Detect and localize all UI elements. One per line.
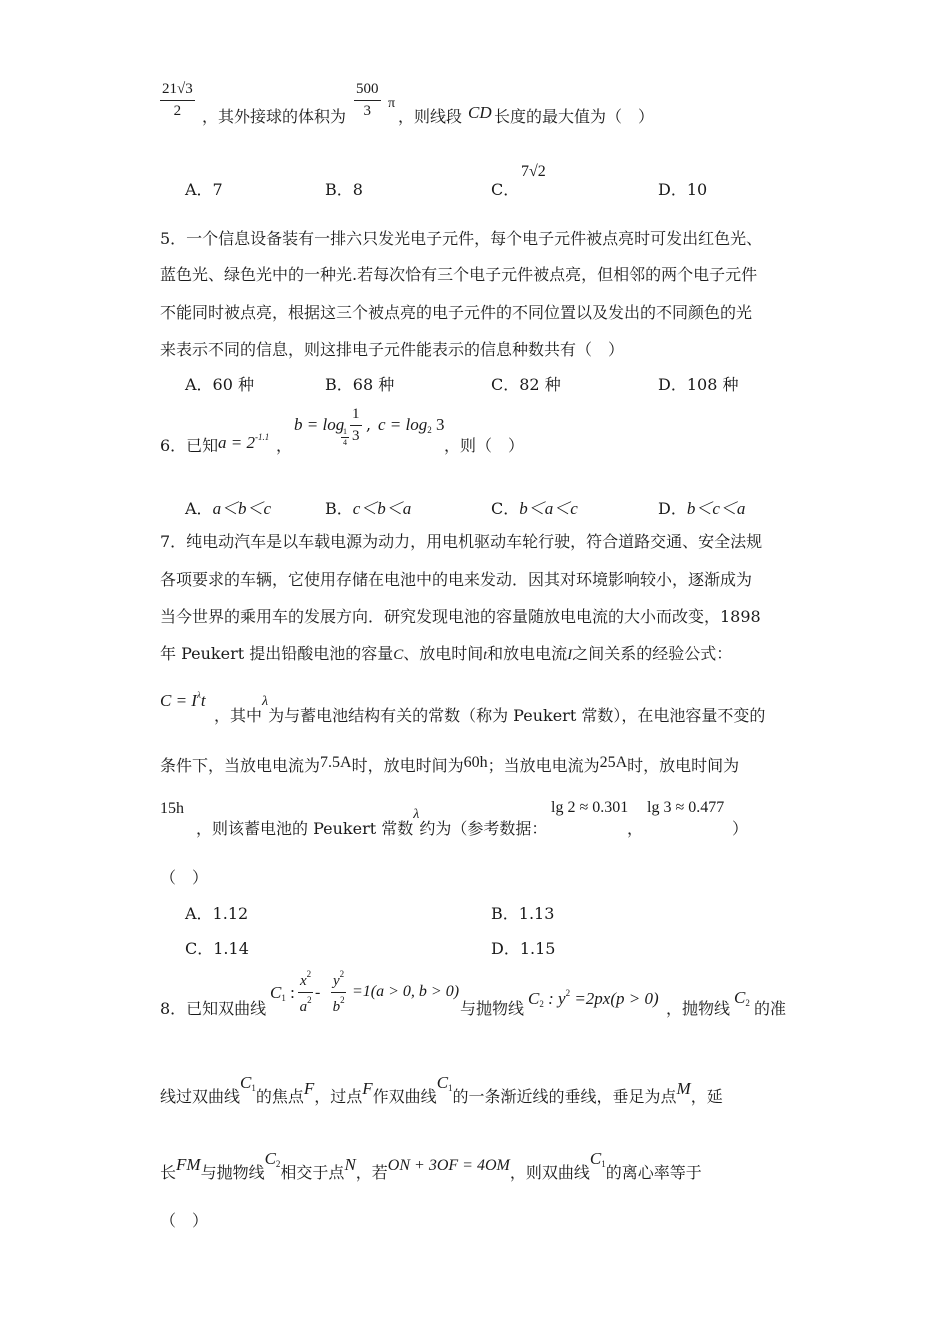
value-15h: 15h (160, 800, 184, 817)
q4-option-b[interactable]: B．8 (325, 180, 363, 199)
q6-b-log-base: 1 4 (343, 427, 347, 447)
q7-option-d[interactable]: D．1.15 (491, 939, 556, 958)
q7-line-4: 年 Peukert 提出铅酸电池的容量C、放电时间t和放电电流I之间关系的经验公式： (160, 644, 733, 663)
q4-text-2: ，则线段 (398, 107, 463, 126)
q7-option-b[interactable]: B．1.13 (491, 904, 555, 923)
q5-line-3: 不能同时被点亮，根据这三个被点亮的电子元件的不同位置以及发出的不同颜色的光 (160, 303, 753, 322)
q6-option-c[interactable]: C．b＜a＜c (491, 499, 578, 518)
ref-lg3: lg 3 ≈ 0.477 (647, 799, 725, 816)
q7-answer-paren: （ ） (160, 868, 209, 887)
q5-line-1: 5．一个信息设备装有一排六只发光电子元件，每个电子元件被点亮时可发出红色光、 (160, 229, 763, 248)
q6-b-fraction: 1 3 (352, 406, 360, 444)
q4-option-a[interactable]: A．7 (185, 180, 223, 199)
fraction-numerator: 21√3 (162, 81, 193, 97)
fraction-500-over-3: 500 3 (356, 81, 379, 119)
parabola-c2-equation: $C_2$ : $y^2 =2px(p > 0)$ (528, 988, 659, 1009)
q7-line-7: ，则该蓄电池的 Peukert 常数λ约为（参考数据： (196, 807, 548, 838)
q8-mid: 与抛物线 (460, 999, 525, 1018)
q5-option-d[interactable]: D．108 种 (658, 375, 739, 394)
q4-text-3: 长度的最大值为（ ） (494, 107, 655, 126)
q6-option-a[interactable]: A．a＜b＜c (185, 499, 272, 518)
q7-line-2: 各项要求的车辆，它使用存储在电池中的电来发动．因其对环境影响较小，逐渐成为 (160, 570, 753, 589)
q7-line-5: ，其中λ为与蓄电池结构有关的常数（称为 Peukert 常数），在电池容量不变的 (214, 694, 766, 725)
q7-line-3: 当今世界的乘用车的发展方向．研究发现电池的容量随放电电流的大小而改变，1898 (160, 607, 761, 626)
c2-symbol: $C_2$ (734, 988, 750, 1008)
x2-over-a2: $x^2$ $a^2$ (299, 969, 312, 1015)
q6-option-b[interactable]: B．c＜b＜a (325, 499, 412, 518)
q4-option-c-math: 7√2 (521, 163, 546, 180)
q8-answer-paren: （ ） (160, 1211, 209, 1230)
y2-over-b2: $y^2$ $b^2$ (332, 969, 345, 1015)
q7-option-a[interactable]: A．1.12 (185, 904, 249, 923)
ref-lg2: lg 2 ≈ 0.301 (551, 799, 629, 816)
q8-line-3: 长FM与抛物线$C_2$相交于点N，若ON + 3OF = 4OM，则双曲线$C_1$的离心率等于 (160, 1149, 702, 1182)
segment-cd: CD (468, 103, 492, 122)
pi-symbol: π (388, 96, 396, 111)
q6-c-expression: $c = \log_2 3$ (378, 415, 445, 435)
fraction-denominator: 2 (173, 103, 182, 119)
q6-suffix: ，则（ ） (444, 436, 525, 455)
q5-option-c[interactable]: C．82 种 (491, 375, 561, 394)
q8-prefix: 8．已知双曲线 (160, 999, 267, 1018)
q6-option-d[interactable]: D．b＜c＜a (658, 499, 746, 518)
hyperbola-equation-rest: =1(a > 0, b > 0) (352, 983, 460, 1000)
q8-line-2: 线过双曲线$C_1$的焦点F，过点F作双曲线$C_1$的一条渐近线的垂线，垂足为点M，延 (160, 1073, 723, 1106)
q7-option-c[interactable]: C．1.14 (185, 939, 249, 958)
q5-option-b[interactable]: B．68 种 (325, 375, 395, 394)
q4-option-c[interactable]: C． (491, 180, 520, 199)
q6-a-expression: $a = 2^{-1.1}$ (218, 432, 270, 452)
q7-line-6: 条件下，当放电电流为7.5A时，放电时间为60h；当放电电流为25A时，放电时间为 (160, 754, 740, 775)
q4-option-d[interactable]: D．10 (658, 180, 708, 199)
q6-comma: ， (276, 436, 293, 455)
q7-line-1: 7．纯电动汽车是以车载电源为动力，用电机驱动车轮行驶，符合道路交通、安全法规 (160, 532, 763, 551)
q5-line-2: 蓝色光、绿色光中的一种光.若每次恰有三个电子元件被点亮，但相邻的两个电子元件 (160, 265, 758, 284)
peukert-formula: $C = I^\lambda t$ (160, 690, 206, 710)
q6-prefix: 6．已知 (160, 436, 219, 455)
fraction-21sqrt3-over-2 (160, 82, 195, 119)
q5-option-a[interactable]: A．60 种 (185, 375, 255, 394)
q6-b-expression: b = log (294, 415, 345, 434)
q4-text-1: ，其外接球的体积为 (202, 107, 347, 126)
hyperbola-c1-label: $C_1$ : (270, 983, 295, 1003)
q5-line-4: 来表示不同的信息，则这排电子元件能表示的信息种数共有（ ） (160, 340, 625, 359)
